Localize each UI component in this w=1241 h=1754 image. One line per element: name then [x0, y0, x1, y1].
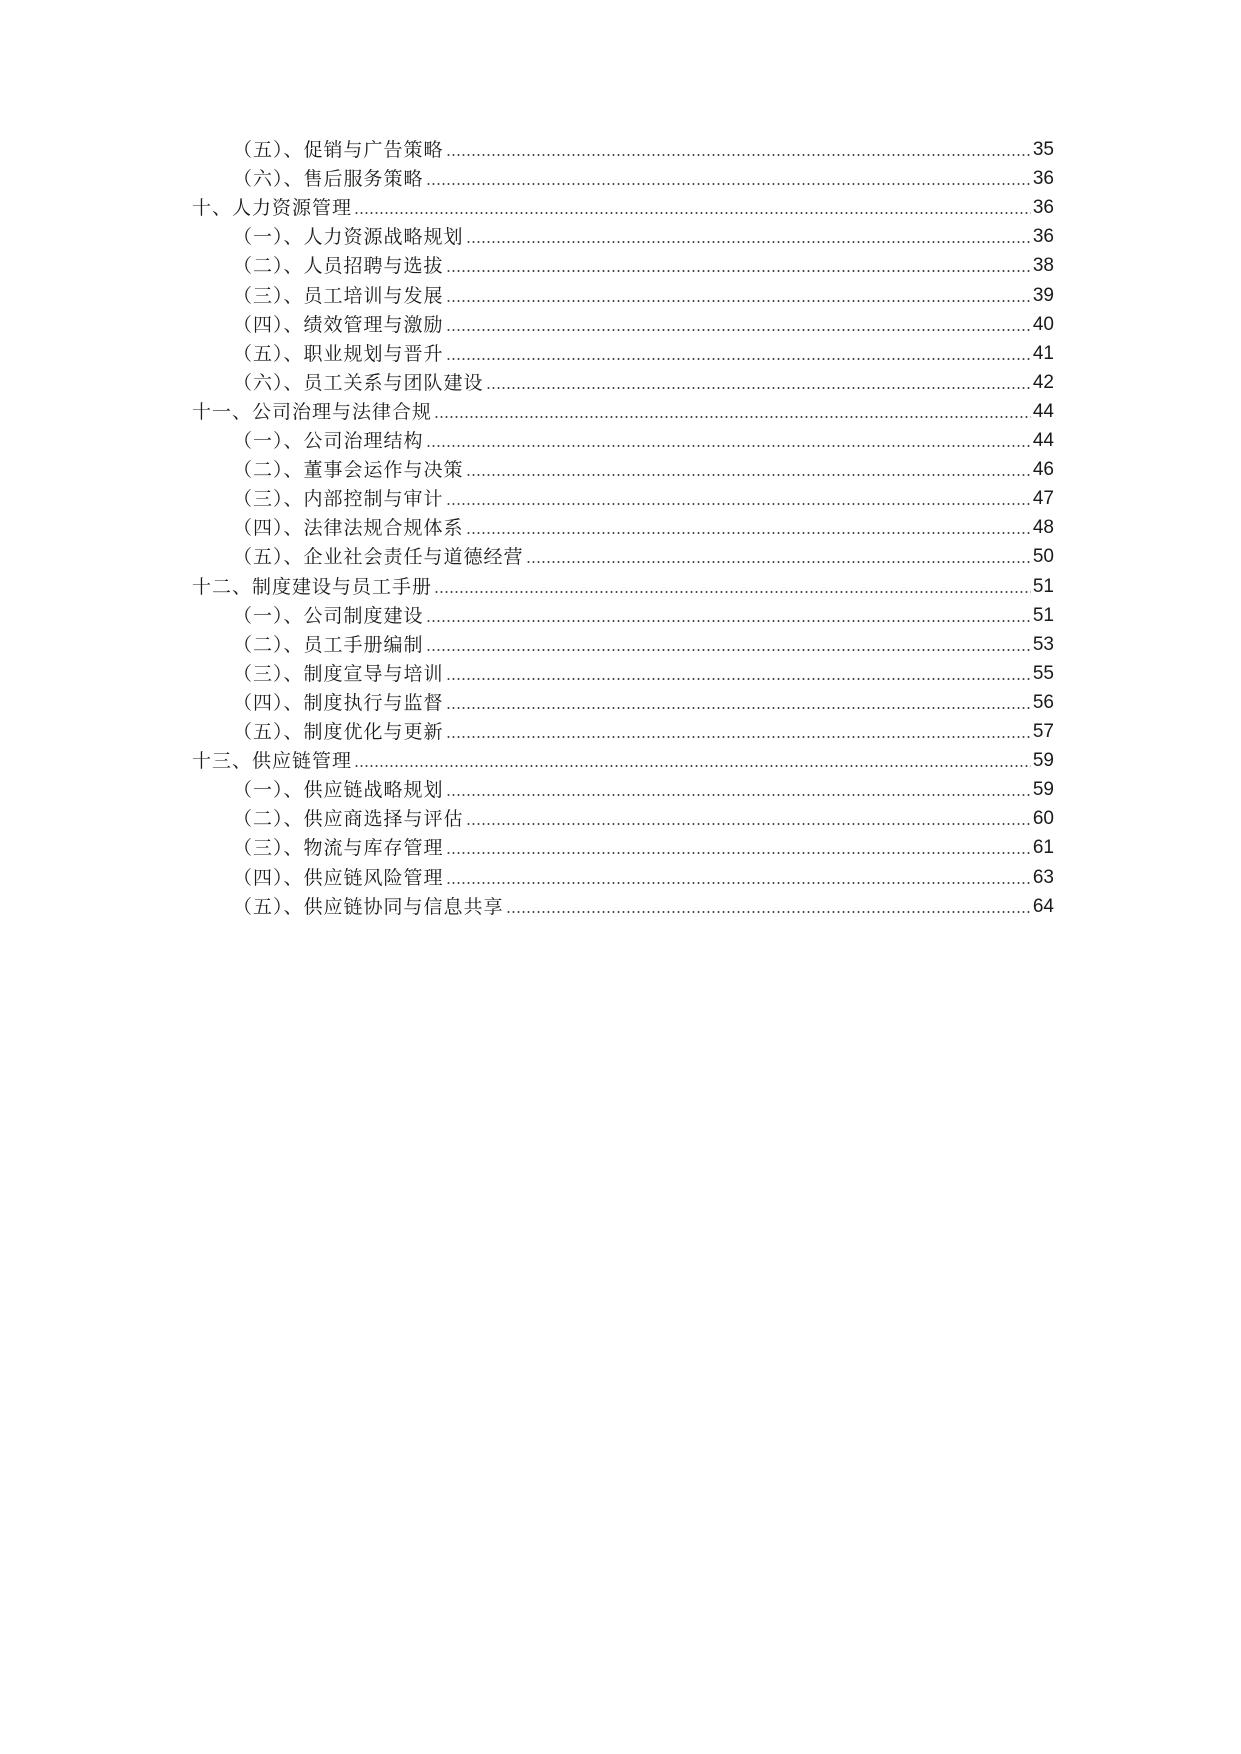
toc-entry-page-number: 44	[1032, 400, 1054, 422]
dot-leader	[466, 821, 1031, 827]
toc-section-entry[interactable]	[233, 252, 1054, 280]
dot-leader	[426, 618, 1031, 624]
toc-entry-page-number: 42	[1032, 371, 1054, 393]
toc-section-entry[interactable]	[233, 805, 1054, 833]
toc-entry-title: （二）、供应商选择与评估	[233, 808, 464, 831]
toc-entry-title: （四）、供应链风险管理	[233, 866, 444, 889]
toc-section-entry[interactable]	[233, 864, 1054, 892]
toc-section-entry[interactable]	[233, 834, 1054, 862]
toc-chapter-entry[interactable]	[192, 398, 1054, 426]
toc-entry-title: （六）、售后服务策略	[233, 168, 424, 191]
dot-leader	[446, 880, 1031, 886]
toc-entry-page-number: 64	[1032, 895, 1054, 917]
dot-leader	[446, 705, 1031, 711]
toc-section-entry[interactable]	[233, 660, 1054, 688]
toc-entry-title: （一）、供应链战略规划	[233, 779, 444, 802]
dot-leader	[526, 559, 1031, 565]
toc-entry-page-number: 53	[1032, 633, 1054, 655]
dot-leader	[446, 152, 1031, 158]
dot-leader	[434, 589, 1031, 595]
toc-entry-page-number: 36	[1032, 197, 1054, 219]
toc-entry-page-number: 36	[1032, 168, 1054, 190]
toc-entry-title: 十三、供应链管理	[192, 750, 353, 773]
dot-leader	[446, 676, 1031, 682]
toc-entry-page-number: 35	[1032, 139, 1054, 160]
toc-section-entry[interactable]	[233, 223, 1054, 251]
dot-leader	[446, 298, 1031, 304]
dot-leader	[434, 414, 1031, 420]
dot-leader	[466, 530, 1031, 536]
toc-section-entry[interactable]	[233, 631, 1054, 659]
toc-entry-title: （三）、物流与库存管理	[233, 837, 444, 860]
dot-leader	[354, 210, 1031, 216]
dot-leader	[486, 385, 1031, 391]
toc-entry-page-number: 51	[1032, 575, 1054, 597]
toc-section-entry[interactable]	[233, 369, 1054, 397]
toc-entry-title: 十一、公司治理与法律合规	[192, 400, 433, 423]
toc-entry-title: （二）、人员招聘与选拔	[233, 255, 444, 278]
toc-entry-page-number: 46	[1032, 459, 1054, 481]
toc-entry-title: （一）、公司制度建设	[233, 604, 424, 627]
toc-section-entry[interactable]	[233, 718, 1054, 746]
toc-entry-page-number: 51	[1032, 604, 1054, 626]
dot-leader	[446, 268, 1031, 274]
toc-entry-title: （三）、制度宣导与培训	[233, 662, 444, 685]
toc-entry-page-number: 40	[1032, 313, 1054, 335]
toc-entry-title: 十、人力资源管理	[192, 197, 353, 220]
toc-entry-title: （四）、法律法规合规体系	[233, 517, 464, 540]
dot-leader	[446, 501, 1031, 507]
dot-leader	[506, 909, 1031, 915]
dot-leader	[354, 763, 1031, 769]
toc-section-entry[interactable]	[233, 893, 1054, 921]
toc-entry-title: （六）、员工关系与团队建设	[233, 371, 484, 394]
toc-section-entry[interactable]	[233, 514, 1054, 542]
toc-entry-page-number: 36	[1032, 226, 1054, 248]
toc-section-entry[interactable]	[233, 136, 1054, 164]
toc-entry-title: （五）、供应链协同与信息共享	[233, 895, 504, 918]
toc-section-entry[interactable]	[233, 282, 1054, 310]
toc-entry-page-number: 38	[1032, 255, 1054, 277]
toc-entry-page-number: 50	[1032, 546, 1054, 568]
toc-entry-title: （五）、制度优化与更新	[233, 721, 444, 743]
toc-entry-title: （五）、促销与广告策略	[233, 139, 444, 161]
toc-entry-title: 十二、制度建设与员工手册	[192, 575, 433, 598]
toc-section-entry[interactable]	[233, 543, 1054, 571]
toc-entry-page-number: 48	[1032, 517, 1054, 539]
toc-entry-page-number: 39	[1032, 284, 1054, 306]
toc-section-entry[interactable]	[233, 340, 1054, 368]
toc-entry-title: （二）、员工手册编制	[233, 633, 424, 656]
toc-entry-page-number: 56	[1032, 691, 1054, 713]
toc-entry-page-number: 59	[1032, 779, 1054, 801]
dot-leader	[446, 356, 1031, 362]
toc-section-entry[interactable]	[233, 165, 1054, 193]
toc-entry-page-number: 55	[1032, 662, 1054, 684]
toc-entry-page-number: 61	[1032, 837, 1054, 859]
toc-chapter-entry[interactable]	[192, 573, 1054, 601]
toc-entry-title: （五）、职业规划与晋升	[233, 342, 444, 365]
dot-leader	[426, 181, 1031, 187]
dot-leader	[426, 647, 1031, 653]
toc-entry-page-number: 60	[1032, 808, 1054, 830]
dot-leader	[466, 239, 1031, 245]
toc-entry-title: （二）、董事会运作与决策	[233, 459, 464, 482]
toc-chapter-entry[interactable]	[192, 747, 1054, 775]
toc-entry-title: （五）、企业社会责任与道德经营	[233, 546, 524, 569]
dot-leader	[446, 327, 1031, 333]
toc-entry-page-number: 41	[1032, 342, 1054, 364]
toc-section-entry[interactable]	[233, 311, 1054, 339]
dot-leader	[466, 472, 1031, 478]
toc-entry-title: （三）、员工培训与发展	[233, 284, 444, 307]
toc-entry-page-number: 44	[1032, 430, 1054, 451]
dot-leader	[426, 443, 1031, 449]
toc-entry-title: （四）、绩效管理与激励	[233, 313, 444, 336]
toc-section-entry[interactable]	[233, 689, 1054, 717]
toc-section-entry[interactable]	[233, 776, 1054, 804]
toc-section-entry[interactable]	[233, 427, 1054, 455]
toc-entry-title: （四）、制度执行与监督	[233, 691, 444, 714]
dot-leader	[446, 792, 1031, 798]
toc-entry-page-number: 47	[1032, 488, 1054, 510]
toc-entry-title: （一）、公司治理结构	[233, 430, 424, 452]
toc-section-entry[interactable]	[233, 485, 1054, 513]
toc-entry-title: （一）、人力资源战略规划	[233, 226, 464, 249]
toc-section-entry[interactable]	[233, 602, 1054, 630]
dot-leader	[446, 734, 1031, 740]
toc-entry-title: （三）、内部控制与审计	[233, 488, 444, 511]
toc-chapter-entry[interactable]	[192, 194, 1054, 222]
dot-leader	[446, 850, 1031, 856]
toc-section-entry[interactable]	[233, 456, 1054, 484]
toc-entry-page-number: 59	[1032, 750, 1054, 772]
toc-entry-page-number: 57	[1032, 721, 1054, 742]
toc-entry-page-number: 63	[1032, 866, 1054, 888]
